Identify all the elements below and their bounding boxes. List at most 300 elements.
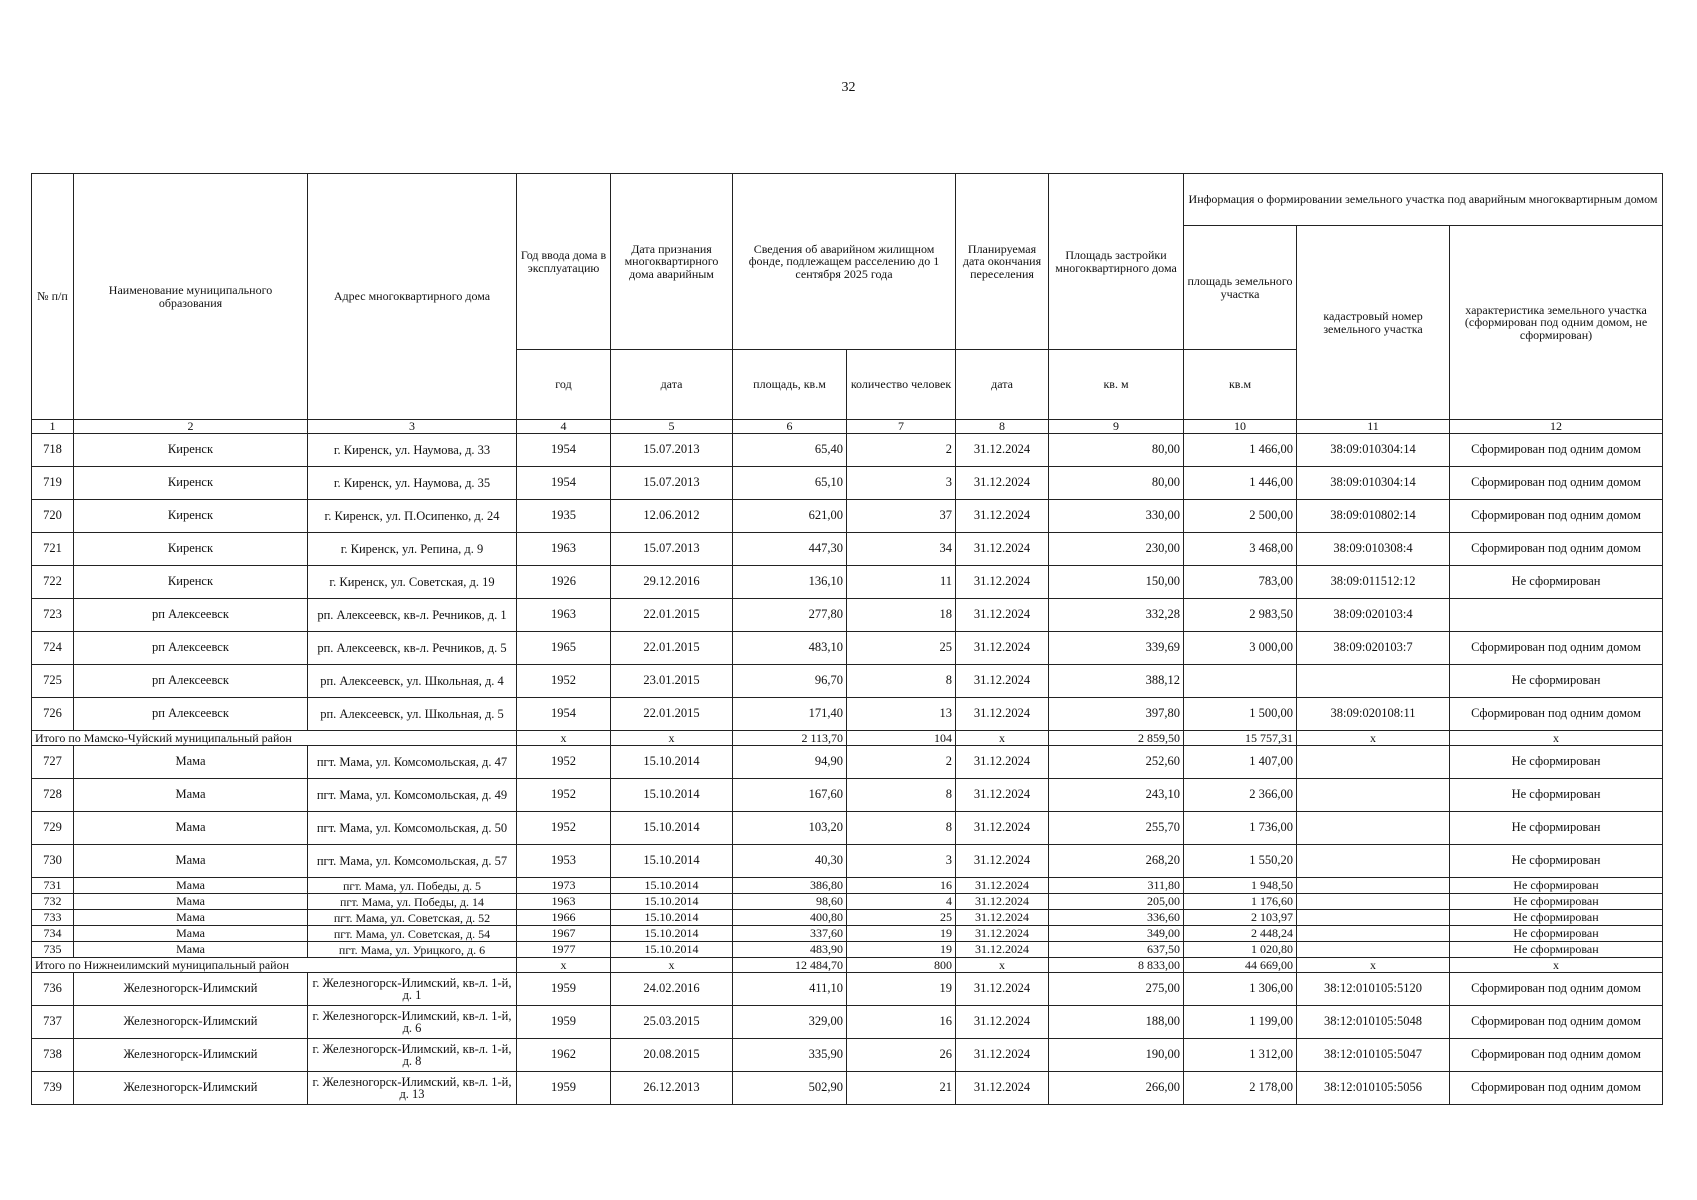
build-area: 188,00 [1049, 1006, 1184, 1039]
table-row [32, 812, 1663, 845]
recognition-date: 15.10.2014 [611, 779, 733, 812]
cadastral-number [1297, 878, 1450, 894]
address: рп. Алексеевск, ул. Школьная, д. 4 [308, 665, 517, 698]
land-characteristic: Не сформирован [1450, 845, 1663, 878]
land-characteristic: Не сформирован [1450, 812, 1663, 845]
table-row [32, 779, 1663, 812]
row-number: 734 [32, 926, 74, 942]
recognition-date: 15.10.2014 [611, 878, 733, 894]
build-area: 190,00 [1049, 1039, 1184, 1072]
recognition-date: 22.01.2015 [611, 698, 733, 731]
land-area: 3 000,00 [1184, 632, 1297, 665]
table-row [32, 894, 1663, 910]
table-row [32, 533, 1663, 566]
year-built: 1952 [517, 665, 611, 698]
planned-date: 31.12.2024 [956, 665, 1049, 698]
total-fund-area: 12 484,70 [733, 958, 847, 973]
row-number: 724 [32, 632, 74, 665]
header-planned-date: Планируемая дата окончания переселения [956, 174, 1049, 350]
row-number: 730 [32, 845, 74, 878]
people-count: 2 [847, 434, 956, 467]
recognition-date: 15.10.2014 [611, 926, 733, 942]
land-area: 1 948,50 [1184, 878, 1297, 894]
planned-date: 31.12.2024 [956, 566, 1049, 599]
planned-date: 31.12.2024 [956, 632, 1049, 665]
unit-year: год [517, 350, 611, 420]
total-cadastral: x [1297, 958, 1450, 973]
land-characteristic: Не сформирован [1450, 894, 1663, 910]
row-number: 721 [32, 533, 74, 566]
municipality-name: рп Алексеевск [74, 599, 308, 632]
build-area: 275,00 [1049, 973, 1184, 1006]
recognition-date: 15.10.2014 [611, 942, 733, 958]
total-characteristic: x [1450, 731, 1663, 746]
table-row [32, 746, 1663, 779]
land-characteristic: Сформирован под одним домом [1450, 1039, 1663, 1072]
municipality-name: Железногорск-Илимский [74, 1039, 308, 1072]
municipality-name: Мама [74, 926, 308, 942]
column-number: 12 [1450, 420, 1663, 434]
municipality-name: Киренск [74, 500, 308, 533]
total-people: 104 [847, 731, 956, 746]
address: г. Киренск, ул. Наумова, д. 35 [308, 467, 517, 500]
municipality-name: рп Алексеевск [74, 698, 308, 731]
table-row [32, 500, 1663, 533]
table-row [32, 698, 1663, 731]
municipality-name: Мама [74, 812, 308, 845]
fund-area: 136,10 [733, 566, 847, 599]
planned-date: 31.12.2024 [956, 910, 1049, 926]
municipality-name: Мама [74, 878, 308, 894]
people-count: 3 [847, 845, 956, 878]
land-area: 2 448,24 [1184, 926, 1297, 942]
land-area: 1 407,00 [1184, 746, 1297, 779]
planned-date: 31.12.2024 [956, 746, 1049, 779]
total-characteristic: x [1450, 958, 1663, 973]
address: пгт. Мама, ул. Победы, д. 14 [308, 894, 517, 910]
land-area: 783,00 [1184, 566, 1297, 599]
total-year: x [517, 958, 611, 973]
fund-area: 277,80 [733, 599, 847, 632]
address: рп. Алексеевск, кв-л. Речников, д. 1 [308, 599, 517, 632]
total-build-area: 2 859,50 [1049, 731, 1184, 746]
year-built: 1959 [517, 1006, 611, 1039]
total-people: 800 [847, 958, 956, 973]
people-count: 21 [847, 1072, 956, 1105]
table-row [32, 434, 1663, 467]
people-count: 2 [847, 746, 956, 779]
year-built: 1962 [517, 1039, 611, 1072]
year-built: 1959 [517, 973, 611, 1006]
unit-date: дата [611, 350, 733, 420]
cadastral-number [1297, 812, 1450, 845]
row-number: 735 [32, 942, 74, 958]
cadastral-number [1297, 926, 1450, 942]
column-number: 11 [1297, 420, 1450, 434]
page-number: 32 [841, 80, 856, 95]
land-characteristic: Сформирован под одним домом [1450, 1006, 1663, 1039]
row-number: 718 [32, 434, 74, 467]
year-built: 1952 [517, 779, 611, 812]
cadastral-number [1297, 910, 1450, 926]
address: рп. Алексеевск, ул. Школьная, д. 5 [308, 698, 517, 731]
column-number: 8 [956, 420, 1049, 434]
people-count: 4 [847, 894, 956, 910]
planned-date: 31.12.2024 [956, 1072, 1049, 1105]
people-count: 11 [847, 566, 956, 599]
total-build-area: 8 833,00 [1049, 958, 1184, 973]
fund-area: 167,60 [733, 779, 847, 812]
people-count: 34 [847, 533, 956, 566]
land-characteristic: Сформирован под одним домом [1450, 533, 1663, 566]
build-area: 243,10 [1049, 779, 1184, 812]
municipality-name: Мама [74, 746, 308, 779]
fund-area: 483,10 [733, 632, 847, 665]
unit-area: площадь, кв.м [733, 350, 847, 420]
year-built: 1967 [517, 926, 611, 942]
row-number: 728 [32, 779, 74, 812]
year-built: 1963 [517, 599, 611, 632]
total-cadastral: x [1297, 731, 1450, 746]
build-area: 397,80 [1049, 698, 1184, 731]
cadastral-number: 38:09:010304:14 [1297, 434, 1450, 467]
fund-area: 94,90 [733, 746, 847, 779]
land-characteristic: Сформирован под одним домом [1450, 632, 1663, 665]
row-number: 731 [32, 878, 74, 894]
municipality-name: Киренск [74, 467, 308, 500]
year-built: 1963 [517, 533, 611, 566]
municipality-name: Железногорск-Илимский [74, 1006, 308, 1039]
total-label: Итого по Нижнеилимский муниципальный район [32, 958, 517, 973]
fund-area: 335,90 [733, 1039, 847, 1072]
total-land-area: 15 757,31 [1184, 731, 1297, 746]
year-built: 1952 [517, 812, 611, 845]
cadastral-number [1297, 779, 1450, 812]
cadastral-number: 38:09:020108:11 [1297, 698, 1450, 731]
land-area: 1 446,00 [1184, 467, 1297, 500]
unit-planned-date: дата [956, 350, 1049, 420]
planned-date: 31.12.2024 [956, 1006, 1049, 1039]
address: г. Железногорск-Илимский, кв-л. 1-й, д. 8 [308, 1039, 517, 1072]
build-area: 330,00 [1049, 500, 1184, 533]
planned-date: 31.12.2024 [956, 434, 1049, 467]
total-date: x [611, 958, 733, 973]
build-area: 150,00 [1049, 566, 1184, 599]
column-number: 1 [32, 420, 74, 434]
table-row [32, 632, 1663, 665]
cadastral-number: 38:09:020103:4 [1297, 599, 1450, 632]
address: пгт. Мама, ул. Комсомольская, д. 47 [308, 746, 517, 779]
people-count: 19 [847, 942, 956, 958]
land-area: 1 550,20 [1184, 845, 1297, 878]
land-characteristic: Не сформирован [1450, 566, 1663, 599]
address: г. Киренск, ул. Советская, д. 19 [308, 566, 517, 599]
municipality-name: Мама [74, 779, 308, 812]
recognition-date: 26.12.2013 [611, 1072, 733, 1105]
municipality-name: рп Алексеевск [74, 665, 308, 698]
year-built: 1926 [517, 566, 611, 599]
year-built: 1954 [517, 434, 611, 467]
cadastral-number [1297, 845, 1450, 878]
address: пгт. Мама, ул. Комсомольская, д. 50 [308, 812, 517, 845]
land-area: 1 176,60 [1184, 894, 1297, 910]
land-area [1184, 665, 1297, 698]
people-count: 8 [847, 779, 956, 812]
table-row [32, 1006, 1663, 1039]
recognition-date: 15.07.2013 [611, 467, 733, 500]
column-number: 7 [847, 420, 956, 434]
planned-date: 31.12.2024 [956, 812, 1049, 845]
header-year: Год ввода дома в эксплуатацию [517, 174, 611, 350]
planned-date: 31.12.2024 [956, 467, 1049, 500]
land-characteristic: Не сформирован [1450, 779, 1663, 812]
column-number: 10 [1184, 420, 1297, 434]
municipality-name: Мама [74, 894, 308, 910]
row-number: 722 [32, 566, 74, 599]
people-count: 16 [847, 1006, 956, 1039]
municipality-name: Мама [74, 942, 308, 958]
fund-area: 621,00 [733, 500, 847, 533]
land-area: 2 178,00 [1184, 1072, 1297, 1105]
build-area: 336,60 [1049, 910, 1184, 926]
row-number: 725 [32, 665, 74, 698]
fund-area: 386,80 [733, 878, 847, 894]
build-area: 80,00 [1049, 467, 1184, 500]
land-characteristic: Не сформирован [1450, 665, 1663, 698]
unit-land-area: кв.м [1184, 350, 1297, 420]
table-row [32, 973, 1663, 1006]
cadastral-number: 38:12:010105:5047 [1297, 1039, 1450, 1072]
total-date: x [611, 731, 733, 746]
cadastral-number [1297, 942, 1450, 958]
cadastral-number: 38:09:011512:12 [1297, 566, 1450, 599]
fund-area: 40,30 [733, 845, 847, 878]
build-area: 252,60 [1049, 746, 1184, 779]
address: пгт. Мама, ул. Комсомольская, д. 49 [308, 779, 517, 812]
planned-date: 31.12.2024 [956, 779, 1049, 812]
row-number: 739 [32, 1072, 74, 1105]
cadastral-number: 38:12:010105:5048 [1297, 1006, 1450, 1039]
total-land-area: 44 669,00 [1184, 958, 1297, 973]
land-characteristic: Сформирован под одним домом [1450, 500, 1663, 533]
build-area: 311,80 [1049, 878, 1184, 894]
row-number: 719 [32, 467, 74, 500]
table-row [32, 845, 1663, 878]
year-built: 1953 [517, 845, 611, 878]
header-land-info: Информация о формировании земельного участка под аварийным многоквартирным домом [1184, 174, 1663, 226]
land-characteristic: Не сформирован [1450, 746, 1663, 779]
land-area: 1 736,00 [1184, 812, 1297, 845]
land-characteristic: Сформирован под одним домом [1450, 973, 1663, 1006]
land-area: 2 983,50 [1184, 599, 1297, 632]
land-characteristic: Сформирован под одним домом [1450, 467, 1663, 500]
people-count: 26 [847, 1039, 956, 1072]
recognition-date: 22.01.2015 [611, 599, 733, 632]
table-row [32, 926, 1663, 942]
build-area: 266,00 [1049, 1072, 1184, 1105]
build-area: 255,70 [1049, 812, 1184, 845]
row-number: 723 [32, 599, 74, 632]
municipality-name: Киренск [74, 533, 308, 566]
cadastral-number: 38:09:010304:14 [1297, 467, 1450, 500]
fund-area: 65,10 [733, 467, 847, 500]
row-number: 736 [32, 973, 74, 1006]
emergency-housing-table [31, 173, 1663, 1105]
recognition-date: 15.10.2014 [611, 910, 733, 926]
fund-area: 337,60 [733, 926, 847, 942]
cadastral-number [1297, 746, 1450, 779]
row-number: 720 [32, 500, 74, 533]
municipality-name: Мама [74, 910, 308, 926]
header-no: № п/п [32, 174, 74, 420]
planned-date: 31.12.2024 [956, 973, 1049, 1006]
cadastral-number: 38:09:010308:4 [1297, 533, 1450, 566]
land-area: 3 468,00 [1184, 533, 1297, 566]
land-area: 1 500,00 [1184, 698, 1297, 731]
total-planned-date: x [956, 958, 1049, 973]
fund-area: 329,00 [733, 1006, 847, 1039]
land-characteristic: Не сформирован [1450, 878, 1663, 894]
planned-date: 31.12.2024 [956, 878, 1049, 894]
recognition-date: 23.01.2015 [611, 665, 733, 698]
row-number: 727 [32, 746, 74, 779]
address: рп. Алексеевск, кв-л. Речников, д. 5 [308, 632, 517, 665]
land-characteristic: Не сформирован [1450, 926, 1663, 942]
fund-area: 411,10 [733, 973, 847, 1006]
column-number: 3 [308, 420, 517, 434]
recognition-date: 24.02.2016 [611, 973, 733, 1006]
fund-area: 171,40 [733, 698, 847, 731]
build-area: 349,00 [1049, 926, 1184, 942]
recognition-date: 15.10.2014 [611, 812, 733, 845]
row-number: 733 [32, 910, 74, 926]
municipality-name: Киренск [74, 566, 308, 599]
header-build-area: Площадь застройки многоквартирного дома [1049, 174, 1184, 350]
recognition-date: 12.06.2012 [611, 500, 733, 533]
header-cadastral: кадастровый номер земельного участка [1297, 226, 1450, 420]
address: пгт. Мама, ул. Советская, д. 52 [308, 910, 517, 926]
land-characteristic: Сформирован под одним домом [1450, 1072, 1663, 1105]
recognition-date: 22.01.2015 [611, 632, 733, 665]
land-area: 1 466,00 [1184, 434, 1297, 467]
header-address: Адрес многоквартирного дома [308, 174, 517, 420]
municipality-name: Киренск [74, 434, 308, 467]
planned-date: 31.12.2024 [956, 533, 1049, 566]
cadastral-number: 38:09:020103:7 [1297, 632, 1450, 665]
build-area: 339,69 [1049, 632, 1184, 665]
year-built: 1935 [517, 500, 611, 533]
cadastral-number: 38:09:010802:14 [1297, 500, 1450, 533]
people-count: 19 [847, 973, 956, 1006]
municipality-name: рп Алексеевск [74, 632, 308, 665]
address: пгт. Мама, ул. Советская, д. 54 [308, 926, 517, 942]
land-characteristic: Сформирован под одним домом [1450, 698, 1663, 731]
people-count: 18 [847, 599, 956, 632]
land-area: 2 366,00 [1184, 779, 1297, 812]
people-count: 16 [847, 878, 956, 894]
address: пгт. Мама, ул. Урицкого, д. 6 [308, 942, 517, 958]
land-characteristic: Сформирован под одним домом [1450, 434, 1663, 467]
planned-date: 31.12.2024 [956, 500, 1049, 533]
cadastral-number [1297, 665, 1450, 698]
municipality-name: Железногорск-Илимский [74, 1072, 308, 1105]
column-number: 9 [1049, 420, 1184, 434]
fund-area: 502,90 [733, 1072, 847, 1105]
address: г. Киренск, ул. Наумова, д. 33 [308, 434, 517, 467]
year-built: 1952 [517, 746, 611, 779]
row-number: 732 [32, 894, 74, 910]
year-built: 1965 [517, 632, 611, 665]
address: пгт. Мама, ул. Победы, д. 5 [308, 878, 517, 894]
build-area: 637,50 [1049, 942, 1184, 958]
recognition-date: 29.12.2016 [611, 566, 733, 599]
table-row [32, 467, 1663, 500]
year-built: 1954 [517, 467, 611, 500]
planned-date: 31.12.2024 [956, 599, 1049, 632]
cadastral-number [1297, 894, 1450, 910]
people-count: 3 [847, 467, 956, 500]
year-built: 1959 [517, 1072, 611, 1105]
land-area: 1 312,00 [1184, 1039, 1297, 1072]
planned-date: 31.12.2024 [956, 845, 1049, 878]
unit-people: количество человек [847, 350, 956, 420]
table-row [32, 1039, 1663, 1072]
total-row [32, 731, 1663, 746]
column-number: 2 [74, 420, 308, 434]
recognition-date: 20.08.2015 [611, 1039, 733, 1072]
recognition-date: 15.10.2014 [611, 746, 733, 779]
unit-build-area: кв. м [1049, 350, 1184, 420]
municipality-name: Мама [74, 845, 308, 878]
people-count: 19 [847, 926, 956, 942]
people-count: 25 [847, 632, 956, 665]
cadastral-number: 38:12:010105:5120 [1297, 973, 1450, 1006]
row-number: 737 [32, 1006, 74, 1039]
land-area: 1 020,80 [1184, 942, 1297, 958]
year-built: 1963 [517, 894, 611, 910]
fund-area: 65,40 [733, 434, 847, 467]
land-area: 2 103,97 [1184, 910, 1297, 926]
recognition-date: 15.10.2014 [611, 845, 733, 878]
header-municipality: Наименование муниципального образования [74, 174, 308, 420]
land-characteristic: Не сформирован [1450, 910, 1663, 926]
header-recognition-date: Дата признания многоквартирного дома аварийным [611, 174, 733, 350]
address: г. Киренск, ул. Репина, д. 9 [308, 533, 517, 566]
land-area: 1 199,00 [1184, 1006, 1297, 1039]
fund-area: 103,20 [733, 812, 847, 845]
build-area: 80,00 [1049, 434, 1184, 467]
total-row [32, 958, 1663, 973]
table-row [32, 599, 1663, 632]
fund-area: 96,70 [733, 665, 847, 698]
fund-area: 447,30 [733, 533, 847, 566]
table-row [32, 942, 1663, 958]
year-built: 1966 [517, 910, 611, 926]
planned-date: 31.12.2024 [956, 698, 1049, 731]
planned-date: 31.12.2024 [956, 894, 1049, 910]
year-built: 1973 [517, 878, 611, 894]
people-count: 25 [847, 910, 956, 926]
build-area: 332,28 [1049, 599, 1184, 632]
table-row [32, 566, 1663, 599]
build-area: 205,00 [1049, 894, 1184, 910]
people-count: 37 [847, 500, 956, 533]
build-area: 388,12 [1049, 665, 1184, 698]
total-planned-date: x [956, 731, 1049, 746]
recognition-date: 15.07.2013 [611, 533, 733, 566]
fund-area: 98,60 [733, 894, 847, 910]
land-area: 2 500,00 [1184, 500, 1297, 533]
